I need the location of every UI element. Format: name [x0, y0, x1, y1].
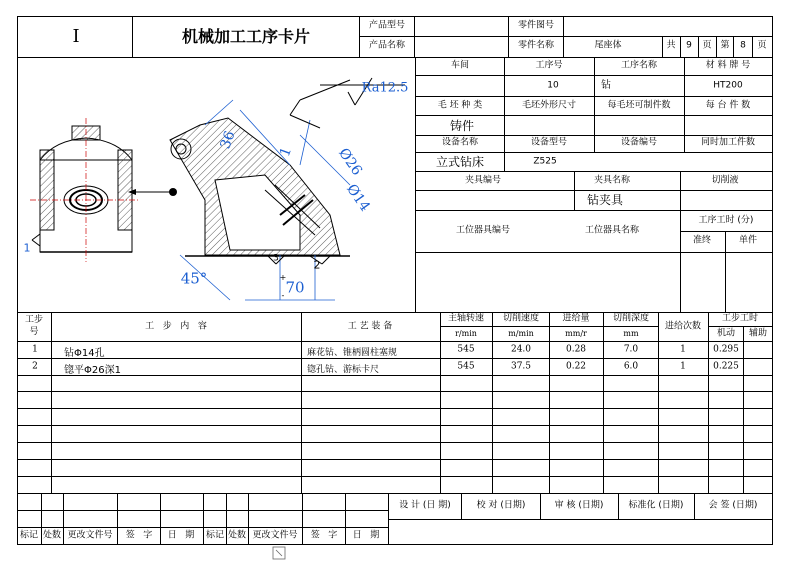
sheet-no: 8	[740, 40, 746, 51]
step-time-label: 工步工时	[721, 313, 759, 324]
date-label: 日 期	[167, 530, 195, 541]
passes-label: 进给次数	[664, 321, 702, 332]
signature-label-2: 签 字	[310, 530, 338, 541]
total-pages: 9	[686, 40, 692, 51]
part-name-label: 零件名称	[517, 40, 555, 51]
card-title: 机械加工工序卡片	[181, 27, 311, 46]
row-depth: 7.0	[623, 344, 639, 355]
sheet-label: 第	[720, 40, 730, 51]
aux-time-label: 辅助	[748, 328, 768, 339]
dim-1: 1	[276, 145, 296, 159]
row-machine: 0.225	[713, 361, 739, 372]
equip-name-value: 立式钻床	[435, 155, 485, 169]
machine-time-label: 机动	[716, 328, 736, 339]
feed-unit: mm/r	[565, 329, 587, 338]
angle-45: 45°	[180, 269, 208, 288]
count-label: 处数	[42, 530, 62, 541]
datum-2: 2	[313, 258, 321, 272]
design-label: 设 计 (日 期)	[399, 500, 451, 511]
page-label: 页	[702, 40, 712, 51]
equip-model-label: 设备型号	[530, 137, 568, 148]
op-name-value: 钻	[601, 80, 611, 91]
prep-label: 准终	[692, 235, 712, 246]
row-machine: 0.295	[713, 344, 739, 355]
station-no-label: 工位器具编号	[455, 225, 511, 236]
equip-header-label: 工 艺 装 备	[347, 321, 393, 332]
doc-label: 更改文件号	[67, 530, 113, 541]
feed-label: 进给量	[562, 313, 590, 324]
part-drawing-no-label: 零件图号	[517, 20, 555, 31]
op-no-label: 工序号	[535, 60, 563, 71]
review-label: 审 核 (日期)	[554, 500, 604, 511]
signature-label: 签 字	[125, 530, 153, 541]
per-unit-label: 每 台 件 数	[705, 100, 751, 111]
resize-handle-icon[interactable]	[273, 547, 285, 559]
material-value: HT200	[713, 80, 743, 91]
total-label: 共	[666, 40, 676, 51]
dim-14: Ø14	[343, 181, 373, 215]
tol-top: +	[279, 273, 287, 282]
fixture-name-value: 钻夹具	[586, 193, 624, 207]
op-time-label: 工序工时 (分)	[698, 215, 754, 226]
dim-26: Ø26	[335, 145, 365, 179]
front-view	[30, 118, 140, 262]
datum-3: 3	[273, 253, 279, 264]
simul-label: 同时加工件数	[700, 137, 756, 148]
page-label-2: 页	[757, 40, 767, 51]
side-view	[170, 78, 405, 300]
roughness-label: Ra12.5	[361, 80, 409, 96]
depth-unit: mm	[623, 329, 639, 338]
row-feed: 0.28	[565, 344, 587, 355]
row-content: 钻Φ14孔	[64, 348, 105, 359]
row-feed: 0.22	[565, 361, 587, 372]
sign-label: 会 签 (日期)	[708, 500, 758, 511]
mark-label-2: 标记	[205, 530, 225, 541]
row-equip: 锪孔钻、游标卡尺	[307, 365, 380, 375]
row-speed: 37.5	[510, 361, 532, 372]
step-no-label: 工步号	[24, 315, 43, 337]
fixture-name-label: 夹具名称	[593, 175, 631, 186]
speed-label: 切削速度	[502, 313, 540, 324]
fixture-no-label: 夹具编号	[464, 175, 502, 186]
row-passes: 1	[680, 361, 686, 372]
date-label-2: 日 期	[352, 530, 380, 541]
workshop-label: 车间	[450, 60, 470, 71]
unit-time-label: 单件	[738, 235, 758, 246]
product-model-label: 产品型号	[368, 20, 406, 31]
speed-unit: m/min	[508, 329, 534, 338]
datum-1: 1	[23, 241, 31, 255]
equip-name-label: 设备名称	[441, 137, 479, 148]
depth-label: 切削深度	[612, 313, 650, 324]
count-label-2: 处数	[227, 530, 247, 541]
row-no: 1	[32, 344, 38, 355]
doc-label-2: 更改文件号	[252, 530, 298, 541]
op-no-value: 10	[547, 80, 559, 91]
arrow	[128, 188, 177, 196]
row-content: 锪平Φ26深1	[64, 365, 121, 376]
step-content-label: 工 步 内 容	[145, 321, 207, 332]
equip-no-label: 设备编号	[620, 137, 658, 148]
station-name-label: 工位器具名称	[584, 225, 640, 236]
part-name: 尾座体	[594, 40, 622, 51]
row-passes: 1	[680, 344, 686, 355]
row-spindle: 545	[457, 361, 475, 372]
coolant-label: 切削液	[711, 175, 739, 186]
row-spindle: 545	[457, 344, 475, 355]
blank-type-value: 铸件	[449, 119, 475, 133]
op-name-label: 工序名称	[620, 60, 658, 71]
check-label: 校 对 (日期)	[476, 500, 526, 511]
dim-70: 70	[285, 278, 305, 297]
product-name-label: 产品名称	[368, 40, 406, 51]
row-equip: 麻花钻、锥柄圆柱塞规	[307, 348, 398, 358]
sheet-mark: Ⅰ	[72, 26, 80, 47]
row-depth: 6.0	[623, 361, 639, 372]
dim-36: 36	[217, 128, 239, 152]
spindle-label: 主轴转速	[447, 313, 485, 324]
per-blank-label: 每毛坯可制件数	[607, 100, 671, 111]
mark-label: 标记	[19, 530, 39, 541]
row-no: 2	[32, 361, 38, 372]
material-label: 材 料 牌 号	[705, 60, 751, 71]
blank-type-label: 毛 坯 种 类	[437, 100, 483, 111]
tol-bottom: -	[281, 291, 285, 300]
spindle-unit: r/min	[455, 329, 477, 338]
std-label: 标准化 (日期)	[628, 500, 684, 511]
blank-size-label: 毛坯外形尺寸	[521, 100, 577, 111]
equip-model-value: Z525	[533, 156, 557, 167]
row-speed: 24.0	[510, 344, 532, 355]
